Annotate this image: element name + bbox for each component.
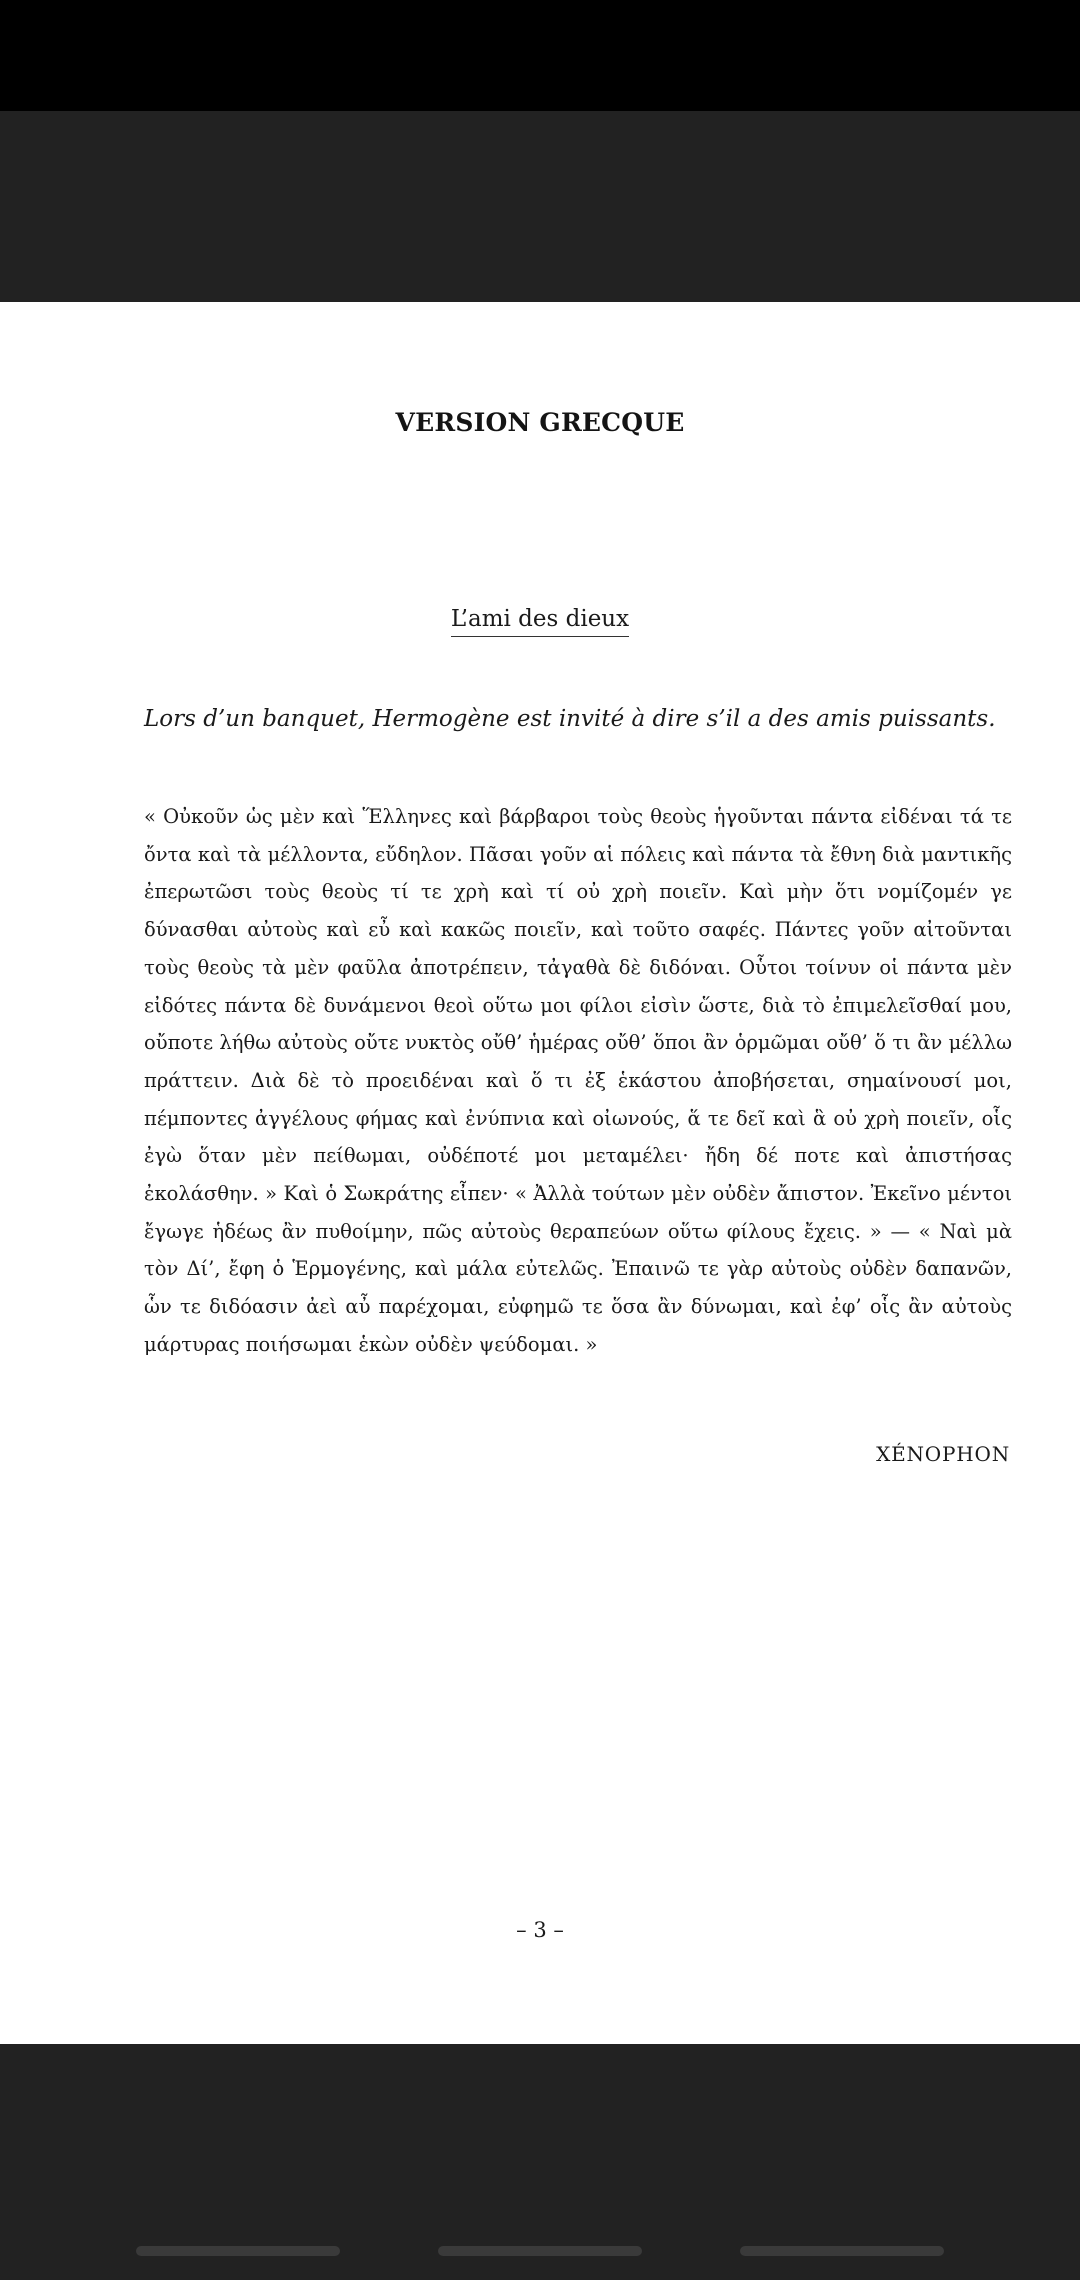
status-bar [0, 0, 1080, 111]
gesture-nav-pill-right[interactable] [740, 2246, 944, 2256]
document-heading: VERSION GRECQUE [395, 408, 685, 437]
document-body-greek-text: « Οὐκοῦν ὡς μὲν καὶ Ἕλληνες καὶ βάρβαροι τοὺς θεοὺς ἡγοῦνται πάντα εἰδέναι τά τε ὄντα καὶ τὰ μέλλοντα, εὔδηλον. Πᾶσαι γοῦν αἱ πόλεις καὶ πάντα τὰ ἔθνη διὰ μαντικῆς ἐπερωτῶσι τοὺς θεοὺς τί τε χρὴ καὶ τί οὐ χρὴ ποιεῖν. Καὶ μὴν ὅτι νομίζομέν γε δύνασθαι αὐτοὺς καὶ εὖ καὶ κακῶς ποιεῖν, καὶ τοῦτο σαφές. Πάντες γοῦν αἰτοῦνται τοὺς θεοὺς τὰ μὲν φαῦλα ἀποτρέπειν, τἀγαθὰ δὲ διδόναι. Οὗτοι τοίνυν οἱ πάντα μὲν εἰδότες πάντα δὲ δυνάμενοι θεοὶ οὕτω μοι φίλοι εἰσὶν ὥστε, διὰ τὸ ἐπιμελεῖσθαί μου, οὔποτε λήθω αὐτοὺς οὔτε νυκτὸς οὔθ’ ἡμέρας οὔθ’ ὅποι ἂν ὁρμῶμαι οὔθ’ ὅ τι ἂν μέλλω πράττειν. Διὰ δὲ τὸ προειδέναι καὶ ὅ τι ἐξ ἑκάστου ἀποβήσεται, σημαίνουσί μοι, πέμποντες ἀγγέλους φήμας καὶ ἐνύπνια καὶ οἰωνούς, ἅ τε δεῖ καὶ ἃ οὐ χρὴ ποιεῖν, οἷς ἐγὼ ὅταν μὲν πείθωμαι, οὐδέποτέ μοι μεταμέλει· ἤδη δέ ποτε καὶ ἀπιστήσας ἐκολάσθην. » Καὶ ὁ Σωκράτης εἶπεν· « Ἀλλὰ τούτων μὲν οὐδὲν ἄπιστον. Ἐκεῖνο μέντοι ἔγωγε ἡδέως ἂν πυθοίμην, πῶς αὐτοὺς θεραπεύων οὕτω φίλους ἔχεις. » — « Ναὶ μὰ τὸν Δί’, ἔφη ὁ Ἑρμογένης, καὶ μάλα εὐτελῶς. Ἐπαινῶ τε γὰρ αὐτοὺς οὐδὲν δαπανῶν, ὧν τε διδόασιν ἀεὶ αὖ παρέχομαι, εὐφημῶ τε ὅσα ἂν δύνωμαι, καὶ ἐφ’ οἷς ἂν αὐτοὺς μάρτυρας ποιήσωμαι ἑκὼν οὐδὲν ψεύδομαι. » [144, 805, 1012, 1356]
document-author: XÉNOPHON [876, 1442, 1010, 1466]
page-number: – 3 – [516, 1918, 564, 1942]
document-intro: Lors d’un banquet, Hermogène est invité à dire s’il a des amis puissants. [144, 706, 996, 732]
document-subtitle-text: L’ami des dieux [451, 606, 629, 637]
document-subtitle [0, 606, 1080, 637]
gesture-nav-pill-left[interactable] [136, 2246, 340, 2256]
viewer-top-toolbar[interactable] [0, 111, 1080, 302]
viewer-bottom-toolbar[interactable] [0, 2044, 1080, 2280]
gesture-nav-pill-center[interactable] [438, 2246, 642, 2256]
